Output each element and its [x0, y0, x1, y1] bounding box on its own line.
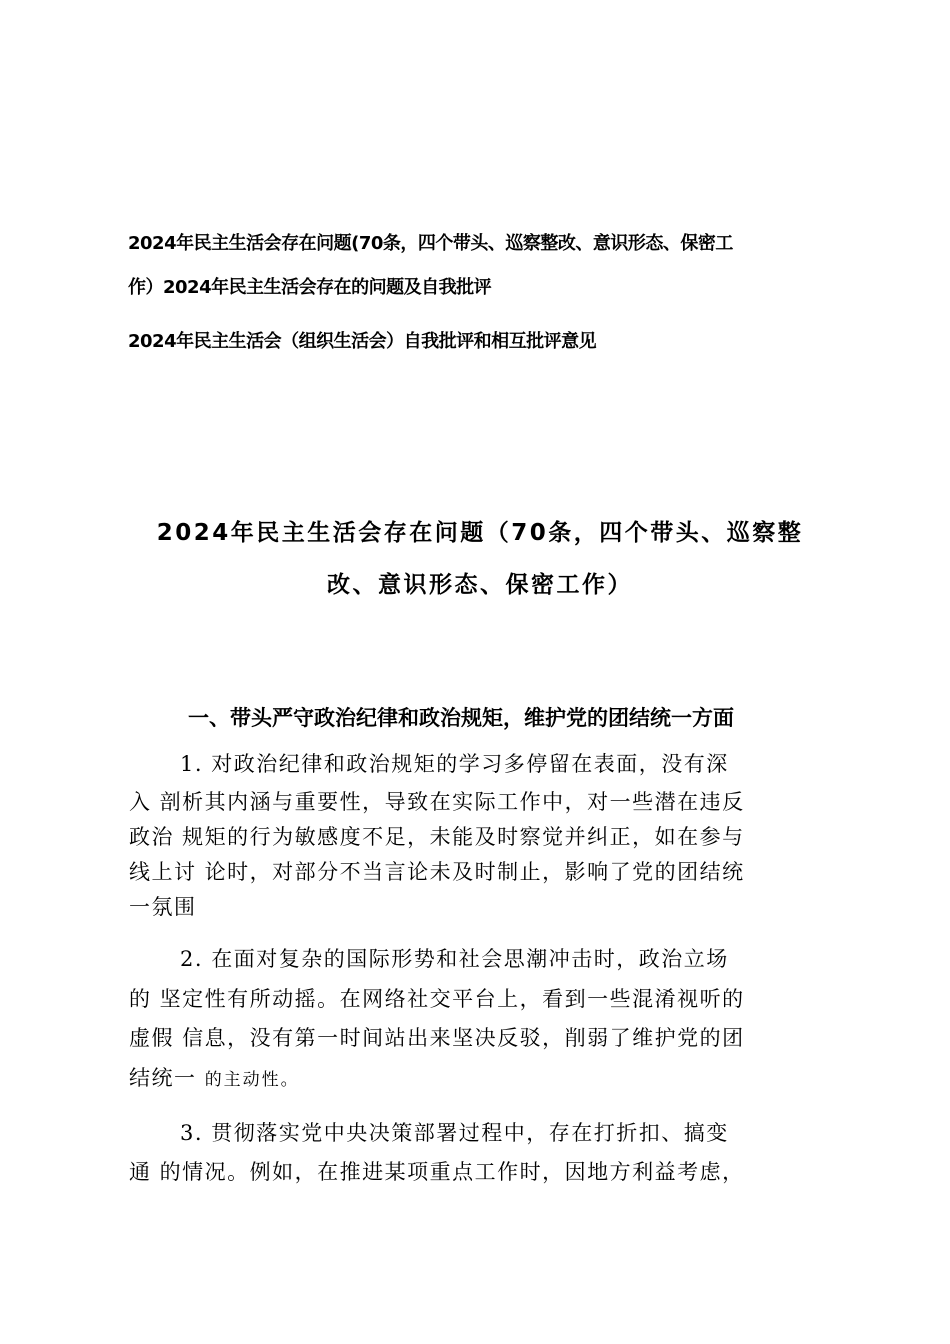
paragraph-1-line-1: 1. 对政治纪律和政治规矩的学习多停留在表面，没有深: [180, 752, 729, 776]
paragraph-3-line-2: 通 的情况。例如，在推进某项重点工作时，因地方利益考虑，: [129, 1160, 745, 1184]
paragraph-2-line-4-tail: 的主动性。: [204, 1070, 300, 1090]
document-title-line-1: 2024年民主生活会存在问题（70条，四个带头、巡察整: [156, 520, 804, 546]
paragraph-2-line-4: [129, 1064, 300, 1094]
paragraph-2-line-4-text: 结统一: [129, 1066, 205, 1090]
paragraph-2-line-3: 虚假 信息，没有第一时间站出来坚决反驳，削弱了维护党的团: [129, 1026, 745, 1050]
paragraph-1-line-5: 一氛围: [129, 895, 197, 919]
paragraph-2-line-1: 2. 在面对复杂的国际形势和社会思潮冲击时，政治立场: [180, 947, 729, 971]
paragraph-1-line-3: 政治 规矩的行为敏感度不足，未能及时察觉并纠正，如在参与: [129, 825, 745, 849]
toc-entry-1: 2024年民主生活会存在问题(70条，四个带头、巡察整改、意识形态、保密工: [128, 233, 733, 254]
paragraph-1-line-4: 线上讨 论时，对部分不当言论未及时制止，影响了党的团结统: [129, 860, 745, 884]
toc-entry-1-continued: 作）2024年民主生活会存在的问题及自我批评: [128, 277, 492, 298]
section-heading: 一、带头严守政治纪律和政治规矩，维护党的团结统一方面: [188, 706, 734, 730]
paragraph-3-line-1: 3. 贯彻落实党中央决策部署过程中，存在打折扣、搞变: [180, 1121, 729, 1145]
paragraph-1-line-2: 入 剖析其内涵与重要性，导致在实际工作中，对一些潜在违反: [129, 790, 745, 814]
paragraph-2-line-2: 的 坚定性有所动摇。在网络社交平台上，看到一些混淆视听的: [129, 987, 745, 1011]
document-title-line-2: 改、意识形态、保密工作）: [327, 572, 633, 598]
toc-entry-2: 2024年民主生活会（组织生活会）自我批评和相互批评意见: [128, 331, 597, 352]
